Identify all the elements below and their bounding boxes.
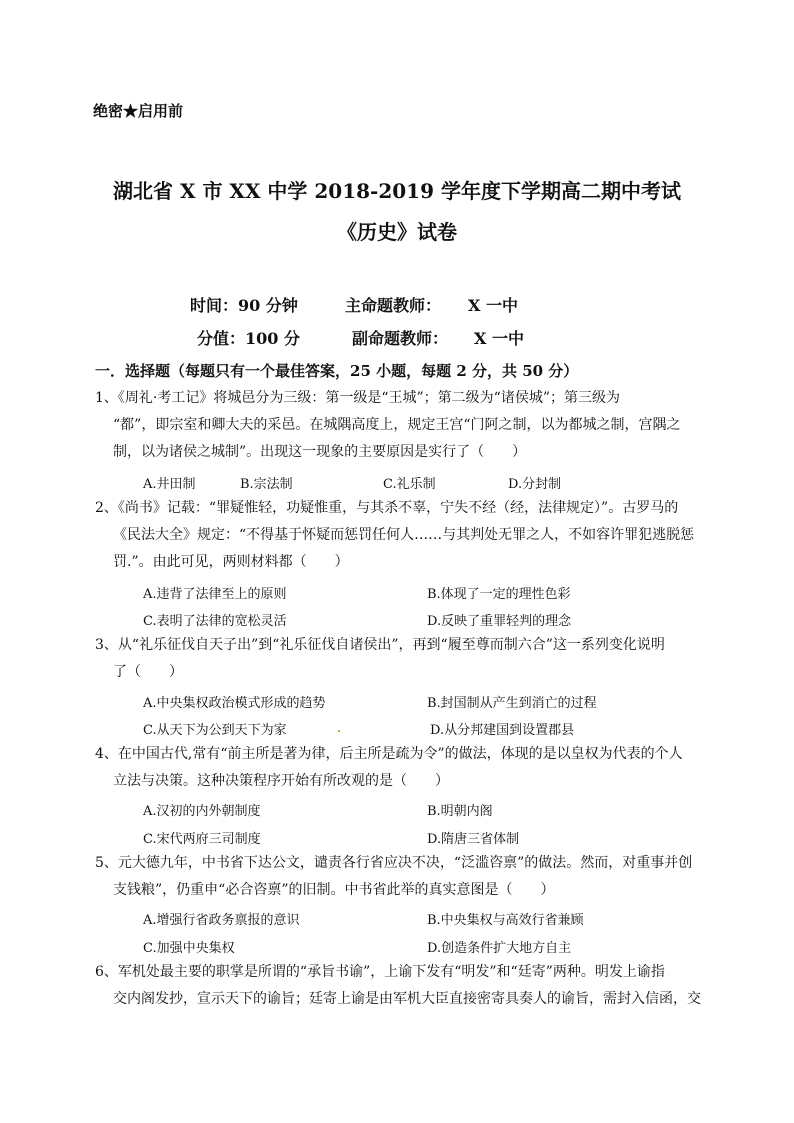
option-c[interactable]: C.礼乐制	[383, 477, 436, 492]
question-6	[95, 959, 705, 1013]
option-c[interactable]: C.加强中央集权	[143, 941, 235, 956]
option-b[interactable]: B.宗法制	[240, 477, 293, 492]
exam-title: 湖北省 X 市 XX 中学 2018-2019 学年度下学期高二期中考试	[113, 179, 681, 203]
main-teacher-label: 主命题教师：	[345, 296, 442, 315]
option-a[interactable]: A.汉初的内外朝制度	[143, 804, 261, 819]
question-line: 6、军机处最主要的职掌是所谓的“承旨书谕”，上谕下发有“明发”和“廷寄”两种。明发上谕指	[95, 964, 665, 980]
question-5	[95, 850, 705, 904]
question-line: 4、在中国古代,常有“前主所是著为律，后主所是疏为令”的做法，体现的是以皇权为代表的个人	[95, 746, 683, 762]
sub-teacher-label: 副命题教师：	[352, 329, 449, 348]
option-d[interactable]: D.创造条件扩大地方自主	[427, 941, 572, 956]
question-line: 立法与决策。这种决策程序开始有所改观的是（ ）	[113, 773, 449, 789]
section-heading: 一．选择题（每题只有一个最佳答案，25 小题，每题 2 分，共 50 分）	[95, 362, 579, 380]
question-line: 交内阁发抄，宣示天下的谕旨；廷寄上谕是由军机大臣直接密寄具奏人的谕旨，需封入信函，交	[113, 991, 701, 1007]
option-a[interactable]: A.中央集权政治模式形成的趋势	[143, 696, 326, 711]
option-c[interactable]: C.从天下为公到天下为家	[143, 723, 287, 738]
question-line: 制，以为诸侯之城制”。出现这一现象的主要原因是实行了（ ）	[113, 444, 527, 460]
option-c[interactable]: C.表明了法律的宽松灵活	[143, 614, 287, 629]
question-4	[95, 741, 705, 795]
exam-score: 分值：100 分	[197, 329, 300, 348]
option-a[interactable]: A.增强行省政务禀报的意识	[143, 913, 300, 928]
option-a[interactable]: A.井田制	[143, 477, 196, 492]
stray-mark	[338, 730, 340, 732]
question-line: 3、从“礼乐征伐自天子出”到“礼乐征伐自诸侯出”，再到“履至尊而制六合”这一系列变化说明	[95, 637, 665, 653]
question-1	[95, 385, 705, 466]
exam-time: 时间：90 分钟	[190, 296, 298, 315]
exam-subject-title: 《历史》试卷	[337, 220, 457, 244]
option-b[interactable]: B.中央集权与高效行省兼顾	[427, 913, 584, 928]
question-2	[95, 495, 705, 576]
sub-teacher-value: X 一中	[474, 329, 524, 348]
question-line: 支钱粮”，仍重申“必合咨禀”的旧制。中书省此举的真实意图是（ ）	[113, 882, 555, 898]
option-d[interactable]: D.从分邦建国到设置郡县	[430, 723, 575, 738]
option-b[interactable]: B.封国制从产生到消亡的过程	[427, 696, 597, 711]
option-d[interactable]: D.分封制	[508, 477, 562, 492]
confidential-mark: 绝密★启用前	[93, 102, 184, 120]
option-d[interactable]: D.隋唐三省体制	[427, 832, 520, 847]
option-c[interactable]: C.宋代两府三司制度	[143, 832, 261, 847]
main-teacher-value: X 一中	[468, 296, 518, 315]
question-line: 1、《周礼·考工记》将城邑分为三级：第一级是“王城”；第二级为“诸侯城”；第三级为	[95, 390, 620, 406]
question-line: 2、《尚书》记载：“罪疑惟轻，功疑惟重，与其杀不辜，宁失不经（经，法律规定）”。古罗马的	[95, 500, 679, 516]
question-line: 了（ ）	[113, 664, 183, 680]
question-line: 《民法大全》规定：“不得基于怀疑而惩罚任何人……与其判处无罪之人，不如容许罪犯逃脱惩	[113, 527, 695, 543]
question-3	[95, 632, 705, 686]
option-a[interactable]: A.违背了法律至上的原则	[143, 587, 287, 602]
question-line: “都”，即宗室和卿大夫的采邑。在城隅高度上，规定王宫“门阿之制，以为都城之制，宫隅之	[113, 417, 681, 433]
option-d[interactable]: D.反映了重罪轻判的理念	[427, 614, 572, 629]
question-line: 罚.”。由此可见，两则材料都（ ）	[113, 554, 349, 570]
option-b[interactable]: B.体现了一定的理性色彩	[427, 587, 571, 602]
option-b[interactable]: B.明朝内阁	[427, 804, 493, 819]
question-line: 5、元大德九年，中书省下达公文，谴责各行省应决不决，“泛滥咨禀”的做法。然而，对重事并创	[95, 855, 693, 871]
